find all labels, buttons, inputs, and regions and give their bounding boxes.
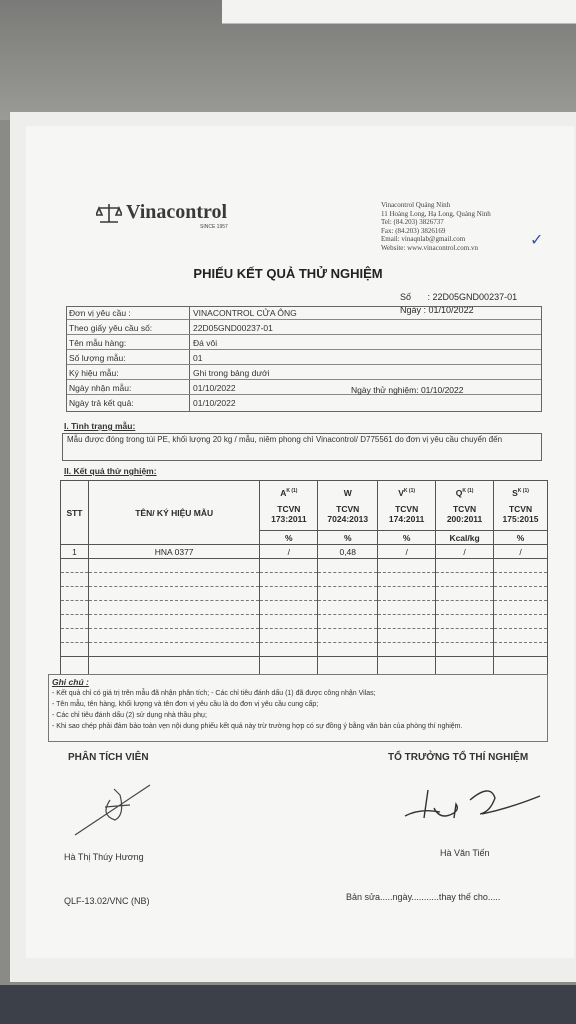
info-row: Theo giấy yêu cầu số: 22D05GND00237-01 <box>67 322 541 335</box>
info-row: Ngày trả kết quả: 01/10/2022 <box>69 398 236 408</box>
info-row: Tên mẫu hàng: Đá vôi <box>67 337 541 350</box>
section-sample-status: I. Tình trạng mẫu: <box>64 421 136 431</box>
empty-row <box>61 587 548 601</box>
header-col: W TCVN 7024:2013 <box>318 481 378 531</box>
address-line: Tel: (84.203) 3826737 <box>381 218 444 227</box>
document-title: PHIẾU KẾT QUẢ THỬ NGHIỆM <box>193 266 383 281</box>
cell-value: 0,48 <box>318 545 378 559</box>
leader-name: Hà Văn Tiến <box>440 848 490 858</box>
test-date: Ngày thử nghiệm: 01/10/2022 <box>351 385 464 395</box>
note-line: - Khi sao chép phải đảm bảo toàn vẹn nội dung phiếu kết quả này trừ trường hợp có sự đồng ý bằng văn bản của phòng thí nghiệm. <box>52 723 463 730</box>
form-code: QLF-13.02/VNC (NB) <box>64 896 150 906</box>
cell-value: / <box>260 545 318 559</box>
empty-row <box>61 657 548 675</box>
cell-value: / <box>436 545 494 559</box>
header-col: $Q^{K (1)}$ TCVN 200:2011 <box>436 481 494 531</box>
address-line: Vinacontrol Quảng Ninh <box>381 201 451 209</box>
unit-cell: Kcal/kg <box>436 531 494 545</box>
analyst-name: Hà Thị Thúy Hương <box>64 852 144 862</box>
header-sample-name: TÊN/ KÝ HIỆU MẪU <box>88 481 259 545</box>
header-col: $A^{K (1)}$ TCVN 173:2011 <box>260 481 318 531</box>
leader-signature <box>400 778 550 828</box>
notes-box <box>48 674 548 742</box>
unit-cell: % <box>260 531 318 545</box>
address-line: 11 Hoàng Long, Hạ Long, Quảng Ninh <box>381 209 491 218</box>
unit-cell: % <box>494 531 548 545</box>
info-table <box>66 306 542 412</box>
empty-row <box>61 629 548 643</box>
cell-value: / <box>378 545 436 559</box>
empty-row <box>61 615 548 629</box>
analyst-signature <box>70 775 160 845</box>
section-test-results: II. Kết quả thử nghiệm: <box>64 466 157 476</box>
info-row: Ngày nhận mẫu: 01/10/2022 Ngày thử nghiệm: 01/10/2022 <box>67 382 541 395</box>
background-bottom <box>0 985 576 1024</box>
revision-line: Bản sửa.....ngày...........thay thế cho..... <box>346 892 501 902</box>
report-number: Số : 22D05GND00237-01 <box>400 292 518 302</box>
empty-row <box>61 601 548 615</box>
note-line: - Các chỉ tiêu đánh dấu (2) sử dụng nhà thầu phụ; <box>52 712 207 719</box>
leader-label: TỔ TRƯỞNG TỔ THÍ NGHIỆM <box>388 752 529 763</box>
unit-cell: % <box>378 531 436 545</box>
logo-since: SINCE 1957 <box>200 224 228 230</box>
note-line: - Kết quả chỉ có giá trị trên mẫu đã nhận phân tích; - Các chỉ tiêu đánh dấu (1) đã được công nhận Vilas; <box>52 690 376 697</box>
report-date: Ngày : 01/10/2022 <box>400 305 474 315</box>
company-logo <box>96 201 227 224</box>
checkmark-icon: ✓ <box>530 232 544 249</box>
table-row <box>61 545 548 559</box>
address-line: Website: www.vinacontrol.com.vn <box>381 243 478 252</box>
cell-stt: 1 <box>61 545 89 559</box>
scale-icon <box>96 202 122 224</box>
sample-status-text: Mẫu được đóng trong túi PE, khối lượng 20 kg / mẫu, niêm phong chì Vinacontrol/ D775561 do đơn vị yêu cầu chuyển đến <box>62 433 542 461</box>
info-row: Ký hiệu mẫu: Ghi trong bảng dưới <box>67 367 541 380</box>
table-header-row <box>61 481 548 531</box>
paper-edge-top <box>222 0 576 24</box>
empty-row <box>61 643 548 657</box>
header-col: $V^{K (1)}$ TCVN 174:2011 <box>378 481 436 531</box>
header-stt: STT <box>61 481 89 545</box>
analyst-label: PHÂN TÍCH VIÊN <box>68 752 149 763</box>
cell-value: / <box>494 545 548 559</box>
info-row: Đơn vị yêu cầu : VINACONTROL CỬA ÔNG <box>67 307 541 320</box>
address-line: Email: vinaqnlab@gmail.com <box>381 235 466 244</box>
cell-sample: HNA 0377 <box>88 545 259 559</box>
logo-text: Vinacontrol <box>126 201 228 223</box>
results-table <box>60 480 548 675</box>
empty-row <box>61 573 548 587</box>
unit-cell: % <box>318 531 378 545</box>
empty-row <box>61 559 548 573</box>
info-row: Số lượng mẫu: 01 <box>67 352 541 365</box>
note-line: - Tên mẫu, tên hàng, khối lượng và tên đơn vị yêu cầu là do đơn vị yêu cầu cung cấp; <box>52 701 319 708</box>
address-line: Fax: (84.203) 3826169 <box>381 226 446 235</box>
header-col: $S^{K (1)}$ TCVN 175:2015 <box>494 481 548 531</box>
notes-title: Ghi chú : <box>52 677 89 687</box>
company-address <box>381 201 491 253</box>
